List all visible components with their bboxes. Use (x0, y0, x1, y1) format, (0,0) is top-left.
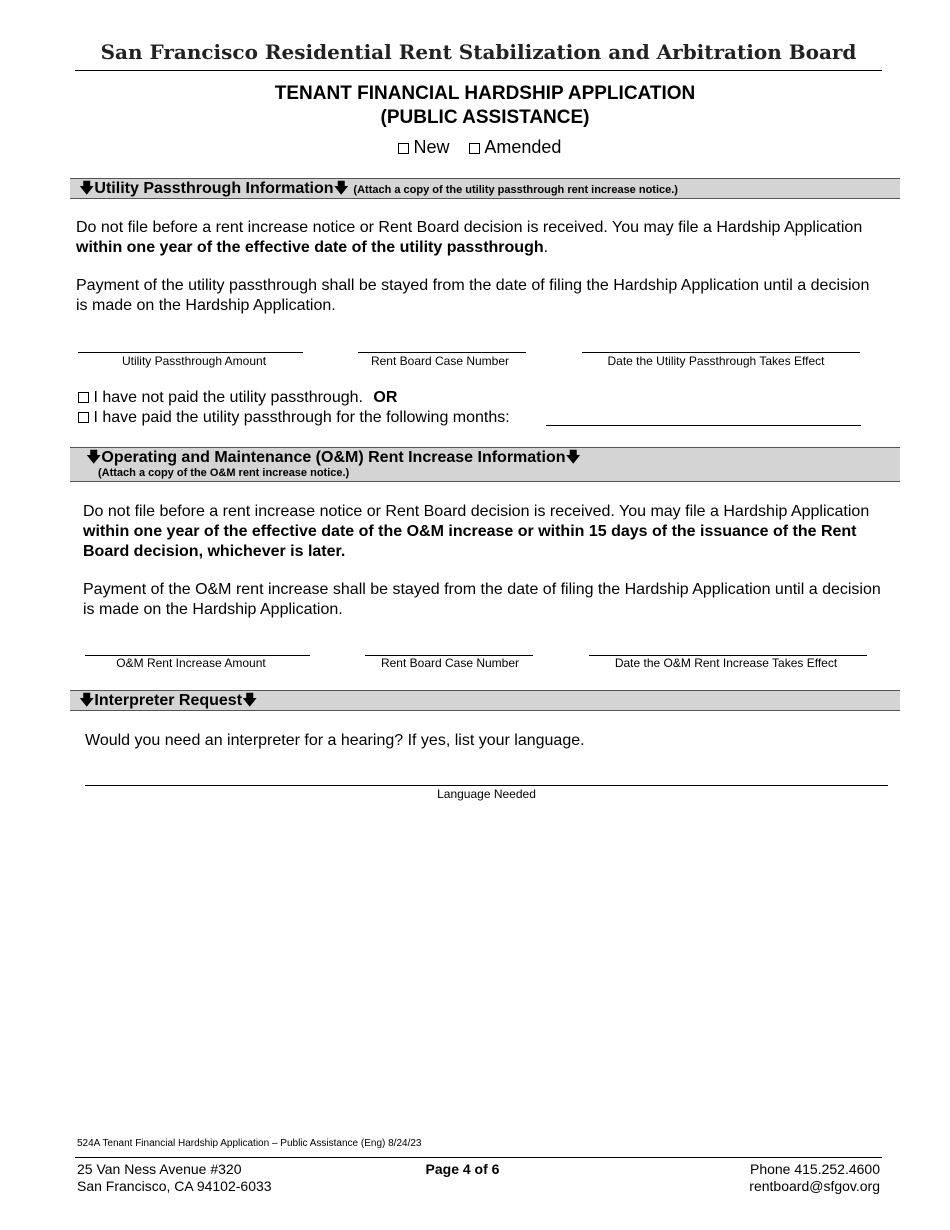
utility-paragraph-1 (76, 218, 876, 258)
utility-case-number-label: Rent Board Case Number (370, 354, 510, 368)
om-section-header (70, 447, 900, 482)
new-label: New (413, 137, 450, 157)
address-line2: San Francisco, CA 94102-6033 (77, 1178, 272, 1194)
om-paragraph-1 (83, 502, 873, 562)
utility-effective-date-field[interactable] (582, 352, 860, 353)
utility-effective-date-label: Date the Utility Passthrough Takes Effect (607, 354, 825, 368)
utility-para1-end: . (543, 239, 549, 256)
form-title-line2: (PUBLIC ASSISTANCE) (380, 107, 590, 128)
paid-checkbox[interactable] (78, 412, 89, 423)
organization-title: San Francisco Residential Rent Stabilization and Arbitration Board (100, 40, 857, 64)
phone: Phone 415.252.4600 (749, 1161, 880, 1177)
om-effective-date-label: Date the O&M Rent Increase Takes Effect (614, 656, 838, 670)
footer-divider (75, 1157, 882, 1158)
down-arrow-icon: 🡇 (565, 449, 581, 466)
footer-contact (749, 1161, 880, 1195)
om-section-title: Operating and Maintenance (O&M) Rent Increase Information (101, 449, 566, 466)
not-paid-checkbox[interactable] (78, 392, 89, 403)
down-arrow-icon: 🡇 (79, 692, 95, 709)
language-needed-field[interactable] (85, 785, 888, 786)
new-checkbox[interactable] (398, 143, 409, 154)
paid-option (78, 408, 510, 428)
om-para1-text: Do not file before a rent increase notice or Rent Board decision is received. You may file a Hardship Application (83, 503, 870, 520)
address-line1: 25 Van Ness Avenue #320 (77, 1161, 242, 1177)
header-divider (75, 70, 882, 71)
utility-case-number-field[interactable] (358, 352, 526, 353)
om-amount-label: O&M Rent Increase Amount (116, 656, 266, 670)
down-arrow-icon: 🡇 (333, 180, 349, 197)
amended-label: Amended (484, 137, 562, 157)
utility-para1-bold: within one year of the effective date of the utility passthrough (76, 239, 544, 256)
utility-section-header (70, 178, 900, 199)
not-paid-label: I have not paid the utility passthrough. (93, 389, 363, 406)
utility-para1-text: Do not file before a rent increase notice or Rent Board decision is received. You may file a Hardship Application (76, 219, 863, 236)
utility-amount-field[interactable] (78, 352, 303, 353)
interpreter-section-title: Interpreter Request (94, 692, 243, 709)
down-arrow-icon: 🡇 (86, 449, 102, 466)
om-paragraph-2: Payment of the O&M rent increase shall be stayed from the date of filing the Hardship Application until a decision is made on the Hardship Application. (83, 581, 881, 618)
amended-checkbox[interactable] (469, 143, 480, 154)
paid-months-field[interactable] (546, 425, 861, 426)
language-needed-label: Language Needed (437, 787, 536, 801)
paid-label: I have paid the utility passthrough for the following months: (93, 409, 510, 426)
page-number: Page 4 of 6 (425, 1161, 500, 1177)
interpreter-section-header (70, 690, 900, 711)
down-arrow-icon: 🡇 (79, 180, 95, 197)
or-label: OR (373, 389, 398, 406)
utility-section-note: (Attach a copy of the utility passthrough rent increase notice.) (353, 184, 678, 196)
not-paid-option (78, 388, 397, 408)
interpreter-question: Would you need an interpreter for a hearing? If yes, list your language. (85, 732, 585, 749)
om-para1-bold: within one year of the effective date of the O&M increase or within 15 days of the issuance of the Rent Board decision, whichever is later. (83, 523, 857, 560)
form-title-line1: TENANT FINANCIAL HARDSHIP APPLICATION (274, 83, 696, 104)
footer-address (77, 1161, 272, 1195)
application-type-options (398, 137, 561, 158)
om-case-number-label: Rent Board Case Number (380, 656, 520, 670)
utility-amount-label: Utility Passthrough Amount (121, 354, 267, 368)
utility-section-title: Utility Passthrough Information (94, 180, 334, 197)
down-arrow-icon: 🡇 (242, 692, 258, 709)
form-id: 524A Tenant Financial Hardship Application – Public Assistance (Eng) 8/24/23 (77, 1138, 422, 1149)
om-section-note: (Attach a copy of the O&M rent increase notice.) (98, 467, 350, 479)
form-title (75, 82, 895, 130)
utility-paragraph-2: Payment of the utility passthrough shall be stayed from the date of filing the Hardship Application until a decision is made on the Hardship Application. (76, 277, 870, 314)
email[interactable]: rentboard@sfgov.org (749, 1178, 880, 1194)
